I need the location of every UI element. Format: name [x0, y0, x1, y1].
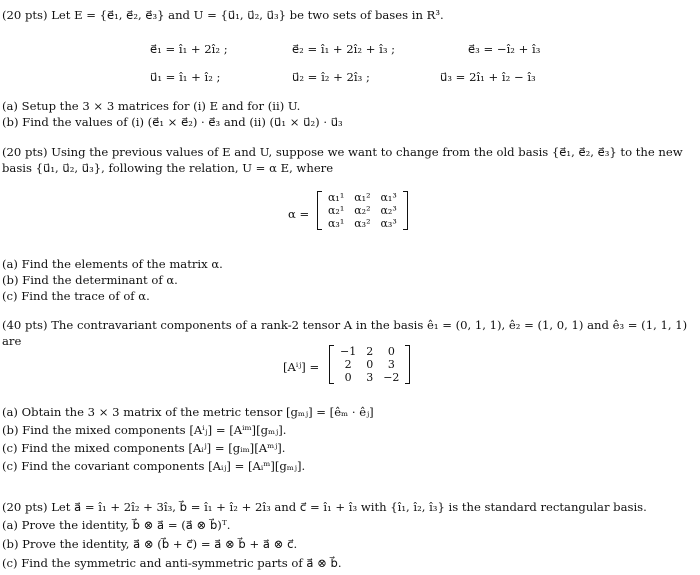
- problem3-part-b: (b) Find the mixed components [Aⁱⱼ] = [Aⁱᵐ][gₘⱼ].: [2, 423, 287, 437]
- alpha-cell: α₂¹: [328, 204, 345, 217]
- problem2-intro-line2: basis {u⃗₁, u⃗₂, u⃗₃}, following the relation, U = α E, where: [2, 161, 334, 175]
- tensor-cell: −2: [383, 371, 400, 384]
- problem3-part-c-covariant: (c) Find the covariant components [Aᵢⱼ] = [Aᵢᵐ][gₘⱼ].: [2, 459, 306, 473]
- tensor-cell: 0: [366, 358, 374, 371]
- problem3-intro-line1: (40 pts) The contravariant components of a rank-2 tensor A in the basis ê₁ = (0, 1, 1), ê₂ = (1, 0, 1) and ê₃ = (1, 1, 1): [2, 318, 688, 332]
- alpha-cell: α₂³: [380, 204, 397, 217]
- problem3-intro-line2: are: [2, 334, 22, 348]
- u2-definition: u⃗₂ = î₂ + 2î₃ ;: [292, 70, 370, 84]
- tensor-cell: 3: [387, 358, 395, 371]
- e1-definition: e⃗₁ = î₁ + 2î₂ ;: [150, 42, 228, 56]
- problem2-part-c: (c) Find the trace of of α.: [2, 289, 150, 303]
- tensor-matrix: [335, 345, 404, 384]
- tensor-cell: 3: [366, 371, 374, 384]
- tensor-cell: 2: [344, 358, 352, 371]
- e2-definition: e⃗₂ = î₁ + 2î₂ + î₃ ;: [292, 42, 396, 56]
- problem4-part-b: (b) Prove the identity, a⃗ ⊗ (b⃗ + c⃗) = a⃗ ⊗ b⃗ + a⃗ ⊗ c⃗.: [2, 537, 298, 551]
- problem4-intro: (20 pts) Let a⃗ = î₁ + 2î₂ + 3î₃, b⃗ = î₁ + î₂ + 2î₃ and c⃗ = î₁ + î₃ with {î₁, î₂, î₃} is the standard rectangular basis.: [2, 500, 647, 514]
- alpha-cell: α₁¹: [328, 191, 345, 204]
- u3-definition: u⃗₃ = 2î₁ + î₂ − î₃: [440, 70, 536, 84]
- alpha-label: α =: [288, 207, 310, 221]
- tensor-label: [Aⁱʲ] =: [283, 360, 320, 374]
- alpha-cell: α₃²: [354, 217, 371, 230]
- e3-definition: e⃗₃ = −î₂ + î₃: [468, 42, 541, 56]
- alpha-cell: α₂²: [354, 204, 371, 217]
- problem3-part-a: (a) Obtain the 3 × 3 matrix of the metric tensor [gₘⱼ] = [êₘ · êⱼ]: [2, 405, 374, 419]
- problem4-part-a: (a) Prove the identity, b⃗ ⊗ a⃗ = (a⃗ ⊗ b⃗)ᵀ.: [2, 518, 231, 532]
- alpha-cell: α₁³: [380, 191, 397, 204]
- tensor-cell: 0: [387, 345, 395, 358]
- alpha-cell: α₁²: [354, 191, 371, 204]
- alpha-cell: α₃¹: [328, 217, 345, 230]
- tensor-cell: 0: [344, 371, 352, 384]
- alpha-matrix: [323, 191, 402, 230]
- problem1-intro: (20 pts) Let E = {e⃗₁, e⃗₂, e⃗₃} and U = {u⃗₁, u⃗₂, u⃗₃} be two sets of bases in R³.: [2, 8, 444, 22]
- problem2-part-b: (b) Find the determinant of α.: [2, 273, 178, 287]
- problem2-part-a: (a) Find the elements of the matrix α.: [2, 257, 223, 271]
- problem4-part-c: (c) Find the symmetric and anti-symmetric parts of a⃗ ⊗ b⃗.: [2, 556, 342, 570]
- u1-definition: u⃗₁ = î₁ + î₂ ;: [150, 70, 221, 84]
- problem1-part-a: (a) Setup the 3 × 3 matrices for (i) E and for (ii) U.: [2, 99, 301, 113]
- tensor-cell: 2: [366, 345, 374, 358]
- problem2-intro-line1: (20 pts) Using the previous values of E and U, suppose we want to change from the old basis {e⃗₁, e⃗₂, e⃗₃} to the new: [2, 145, 683, 159]
- alpha-cell: α₃³: [380, 217, 397, 230]
- tensor-cell: −1: [340, 345, 357, 358]
- problem3-part-c-mixed: (c) Find the mixed components [Aᵢʲ] = [gᵢₘ][Aᵐʲ].: [2, 441, 286, 455]
- problem1-part-b: (b) Find the values of (i) (e⃗₁ × e⃗₂) · e⃗₃ and (ii) (u⃗₁ × u⃗₂) · u⃗₃: [2, 115, 343, 129]
